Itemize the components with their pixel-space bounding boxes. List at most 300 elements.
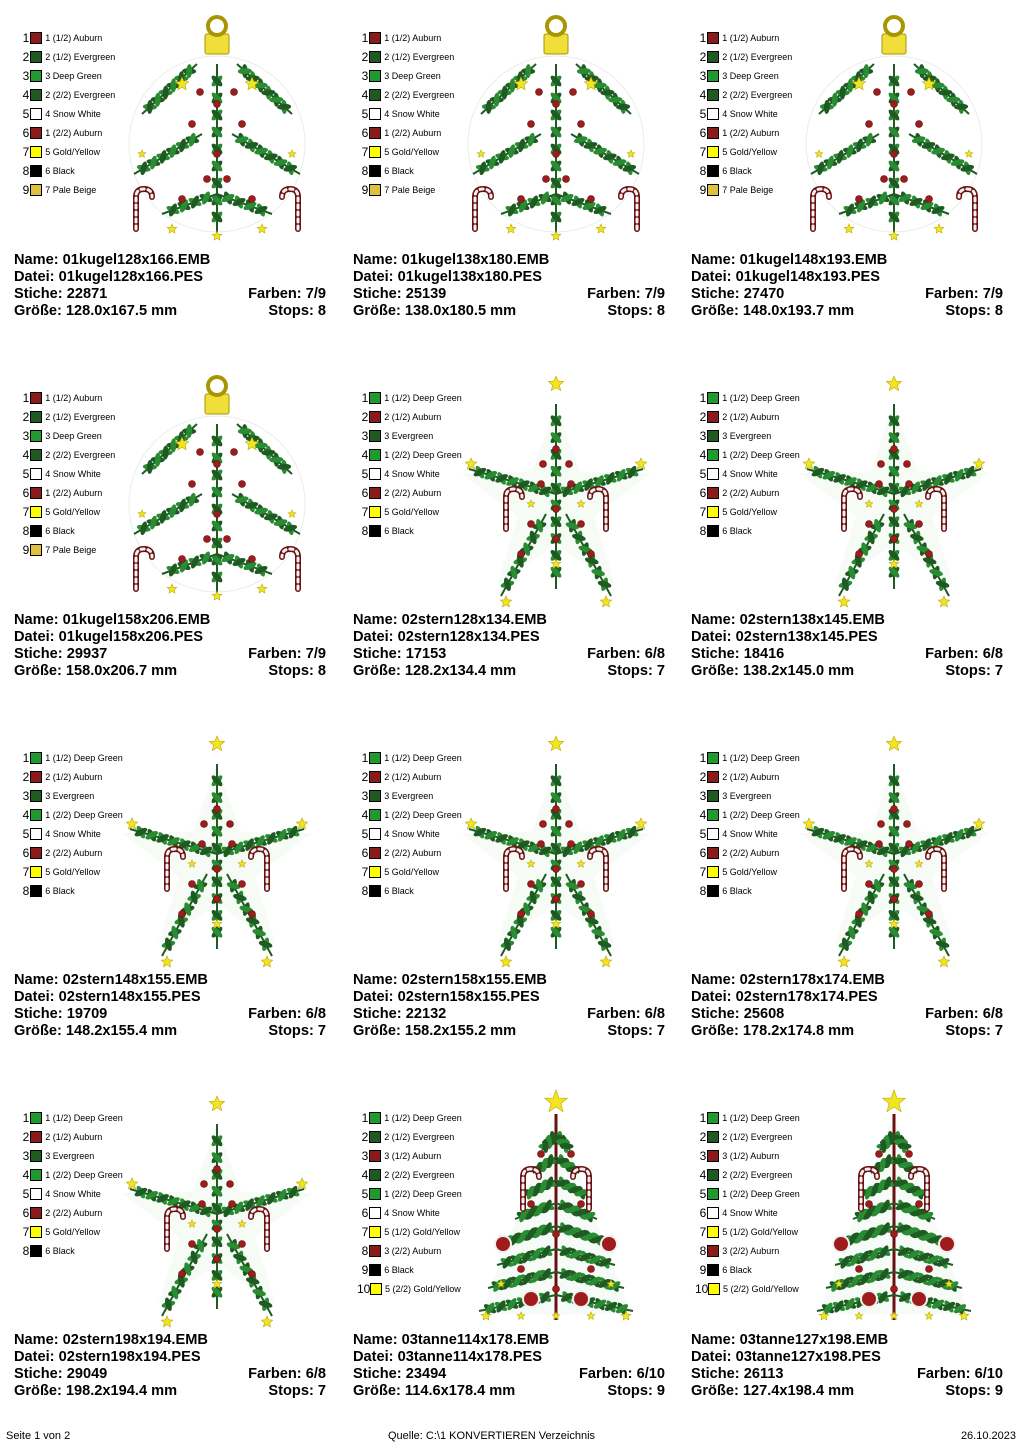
color-number: 6 — [699, 125, 707, 140]
berry — [874, 89, 881, 96]
ornament-ball — [861, 1291, 877, 1307]
color-swatch — [707, 1169, 719, 1181]
gold-star — [296, 818, 307, 829]
colors-count — [248, 286, 326, 303]
color-number: 6 — [699, 845, 707, 860]
berry — [578, 881, 585, 888]
color-row — [18, 521, 124, 540]
color-label: 2 (1/2) Evergreen — [722, 51, 793, 62]
color-swatch — [708, 1283, 720, 1295]
color-number: 2 — [22, 1129, 30, 1144]
design-info — [353, 612, 665, 680]
design-name: 02stern128x134.EMB — [401, 612, 547, 628]
stops-count — [945, 663, 1003, 680]
stops-label: Stops: — [945, 1383, 991, 1399]
color-swatch — [369, 1131, 381, 1143]
stops-label: Stops: — [268, 1023, 314, 1039]
gold-star — [167, 584, 177, 593]
color-number: 6 — [22, 485, 30, 500]
color-swatch — [707, 165, 719, 177]
colors-value: 6/8 — [305, 1366, 326, 1382]
color-swatch — [30, 449, 42, 461]
design-file: 02stern138x145.PES — [735, 629, 878, 645]
gold-star — [635, 458, 646, 469]
berry — [540, 461, 547, 468]
gold-star — [261, 1316, 272, 1327]
color-row — [18, 862, 124, 881]
design-card — [339, 360, 677, 720]
color-swatch — [707, 752, 719, 764]
color-row — [695, 388, 801, 407]
design-name: 01kugel138x180.EMB — [401, 252, 550, 268]
color-swatch — [369, 184, 381, 196]
color-number: 5 — [361, 826, 369, 841]
color-number: 4 — [361, 1167, 369, 1182]
color-row — [695, 1165, 801, 1184]
color-number: 6 — [361, 485, 369, 500]
berry — [553, 446, 560, 453]
color-label: 3 Deep Green — [722, 70, 779, 81]
color-label: 1 (2/2) Auburn — [45, 487, 103, 498]
color-swatch — [707, 771, 719, 783]
color-label: 4 Snow White — [722, 1207, 778, 1218]
design-card — [677, 720, 1015, 1080]
star-motif — [461, 376, 651, 607]
name-line — [14, 1332, 326, 1349]
color-label: 1 (1/2) Deep Green — [45, 1112, 123, 1123]
color-row — [695, 28, 801, 47]
color-swatch — [30, 184, 42, 196]
color-row — [695, 1108, 801, 1127]
color-swatch — [369, 1169, 381, 1181]
tree-motif — [817, 1090, 971, 1320]
berry — [204, 176, 211, 183]
stops-count — [268, 1023, 326, 1040]
color-label: 5 Gold/Yellow — [384, 866, 439, 877]
colors-count — [248, 646, 326, 663]
berry — [214, 866, 221, 873]
color-number: 5 — [699, 106, 707, 121]
size-line — [691, 1023, 1003, 1040]
colors-value: 6/8 — [982, 646, 1003, 662]
berry — [227, 1181, 234, 1188]
file-line — [14, 269, 326, 286]
stops-count — [945, 1383, 1003, 1400]
size-label: Größe: — [14, 1023, 62, 1039]
berry — [878, 461, 885, 468]
color-number: 3 — [699, 68, 707, 83]
stops-count — [268, 1383, 326, 1400]
color-row — [357, 1222, 463, 1241]
berry — [538, 841, 545, 848]
stops-value: 7 — [656, 1023, 665, 1039]
colors-count — [925, 646, 1003, 663]
color-swatch — [707, 1150, 719, 1162]
colors-label: Farben: — [925, 1006, 979, 1022]
file-label: Datei: — [14, 1349, 55, 1365]
color-number: 3 — [699, 788, 707, 803]
color-number: 7 — [361, 504, 369, 519]
color-swatch — [30, 1150, 42, 1162]
stitch-count: 19709 — [66, 1006, 108, 1022]
color-number: 3 — [22, 428, 30, 443]
berry — [224, 536, 231, 543]
berry — [916, 121, 923, 128]
color-list — [18, 28, 124, 199]
design-size: 127.4x198.4 mm — [742, 1383, 855, 1399]
color-swatch — [30, 1188, 42, 1200]
color-row — [695, 1260, 801, 1279]
name-label: Name: — [353, 1332, 398, 1348]
color-number: 1 — [22, 750, 30, 765]
embroidery-preview — [122, 4, 312, 252]
color-row — [695, 104, 801, 123]
color-label: 2 (1/2) Auburn — [45, 771, 103, 782]
color-row — [695, 445, 801, 464]
color-label: 3 Evergreen — [45, 790, 95, 801]
color-label: 4 Snow White — [45, 828, 101, 839]
berry — [214, 461, 221, 468]
stops-value: 7 — [994, 663, 1003, 679]
color-label: 4 Snow White — [45, 468, 101, 479]
color-list — [18, 748, 124, 900]
embroidery-preview — [799, 1084, 989, 1332]
berry — [578, 521, 585, 528]
color-row — [18, 85, 124, 104]
color-label: 1 (1/2) Deep Green — [45, 752, 123, 763]
berry — [856, 1266, 863, 1273]
color-row — [357, 748, 463, 767]
gold-star — [600, 596, 611, 607]
color-row — [357, 483, 463, 502]
gold-star — [635, 818, 646, 829]
bauble-loop — [208, 377, 226, 395]
color-swatch — [30, 32, 42, 44]
stitch-count: 22132 — [405, 1006, 447, 1022]
stitches-line — [691, 646, 1003, 663]
color-swatch — [707, 127, 719, 139]
bauble-motif — [806, 17, 982, 240]
color-label: 6 Black — [722, 525, 752, 536]
color-number: 4 — [361, 87, 369, 102]
size-line — [14, 663, 326, 680]
colors-count — [587, 286, 665, 303]
berry — [239, 481, 246, 488]
color-label: 2 (1/2) Evergreen — [384, 51, 455, 62]
design-card — [677, 0, 1015, 360]
color-swatch — [369, 790, 381, 802]
color-row — [357, 767, 463, 786]
berry — [891, 446, 898, 453]
color-label: 6 Black — [45, 525, 75, 536]
color-number: 8 — [361, 163, 369, 178]
color-swatch — [369, 449, 381, 461]
color-number: 5 — [22, 826, 30, 841]
ornament-ball — [833, 1236, 849, 1252]
color-swatch — [30, 392, 42, 404]
color-number: 2 — [22, 409, 30, 424]
berry — [528, 521, 535, 528]
color-row — [695, 407, 801, 426]
gold-star — [506, 224, 516, 233]
color-row — [695, 805, 801, 824]
stops-label: Stops: — [945, 663, 991, 679]
color-row — [357, 1241, 463, 1260]
color-label: 3 Evergreen — [384, 790, 434, 801]
berry — [866, 1201, 873, 1208]
color-number: 5 — [699, 826, 707, 841]
color-label: 6 Black — [722, 1264, 752, 1275]
berry — [201, 821, 208, 828]
size-label: Größe: — [691, 303, 739, 319]
stitch-count: 23494 — [405, 1366, 447, 1382]
color-row — [695, 748, 801, 767]
color-row — [695, 1146, 801, 1165]
name-line — [353, 612, 665, 629]
color-row — [18, 28, 124, 47]
color-label: 1 (2/2) Deep Green — [384, 1188, 462, 1199]
color-row — [695, 161, 801, 180]
color-label: 2 (2/2) Auburn — [45, 1207, 103, 1218]
gold-star — [465, 458, 476, 469]
berry — [904, 821, 911, 828]
color-number: 5 — [361, 466, 369, 481]
color-label: 5 Gold/Yellow — [45, 866, 100, 877]
file-label: Datei: — [691, 1349, 732, 1365]
name-line — [353, 252, 665, 269]
design-size: 138.0x180.5 mm — [404, 303, 517, 319]
berry — [916, 521, 923, 528]
color-row — [695, 767, 801, 786]
gold-star — [596, 224, 606, 233]
color-swatch — [707, 1112, 719, 1124]
file-label: Datei: — [14, 989, 55, 1005]
color-number: 2 — [699, 409, 707, 424]
color-number: 8 — [699, 523, 707, 538]
color-number: 1 — [22, 390, 30, 405]
design-size: 114.6x178.4 mm — [404, 1383, 516, 1399]
color-number: 4 — [699, 1167, 707, 1182]
color-label: 2 (2/2) Auburn — [722, 487, 780, 498]
color-label: 5 Gold/Yellow — [45, 506, 100, 517]
color-row — [357, 881, 463, 900]
stops-count — [607, 663, 665, 680]
color-row — [18, 123, 124, 142]
colors-label: Farben: — [587, 286, 641, 302]
color-row — [357, 388, 463, 407]
color-row — [695, 1127, 801, 1146]
berry — [891, 896, 898, 903]
color-label: 2 (2/2) Auburn — [384, 487, 442, 498]
color-number: 6 — [361, 1205, 369, 1220]
stitches-label: Stiche: — [14, 1366, 63, 1382]
tree-motif — [479, 1090, 633, 1320]
color-number: 8 — [699, 883, 707, 898]
color-row — [18, 483, 124, 502]
design-info — [14, 1332, 326, 1400]
color-row — [18, 1165, 124, 1184]
color-swatch — [707, 1226, 719, 1238]
color-number: 9 — [361, 1262, 369, 1277]
color-row — [695, 426, 801, 445]
name-line — [14, 972, 326, 989]
name-label: Name: — [353, 252, 398, 268]
color-label: 4 Snow White — [384, 108, 440, 119]
candy-cane — [621, 189, 637, 229]
color-swatch — [30, 89, 42, 101]
color-number: 7 — [361, 1224, 369, 1239]
colors-label: Farben: — [579, 1366, 633, 1382]
color-label: 2 (1/2) Evergreen — [384, 1131, 455, 1142]
color-row — [18, 502, 124, 521]
color-row — [18, 388, 124, 407]
color-number: 6 — [22, 1205, 30, 1220]
color-number: 4 — [361, 447, 369, 462]
color-number: 1 — [361, 390, 369, 405]
stops-label: Stops: — [607, 663, 653, 679]
color-swatch — [369, 847, 381, 859]
color-number: 3 — [22, 1148, 30, 1163]
file-line — [14, 1349, 326, 1366]
color-swatch — [30, 165, 42, 177]
embroidery-preview — [122, 724, 312, 972]
gold-star — [209, 1096, 224, 1111]
berry — [518, 911, 525, 918]
stops-label: Stops: — [607, 303, 653, 319]
size-line — [14, 1383, 326, 1400]
stitch-count: 29937 — [66, 646, 108, 662]
color-swatch — [707, 1188, 719, 1200]
berry — [249, 911, 256, 918]
design-name: 03tanne114x178.EMB — [401, 1332, 550, 1348]
color-number: 8 — [361, 1243, 369, 1258]
candy-cane — [136, 189, 152, 229]
color-number: 4 — [22, 87, 30, 102]
colors-value: 7/9 — [305, 646, 326, 662]
design-card — [0, 360, 338, 720]
color-swatch — [30, 51, 42, 63]
embroidery-preview — [461, 4, 651, 252]
color-swatch — [707, 108, 719, 120]
color-swatch — [30, 468, 42, 480]
color-number: 6 — [699, 485, 707, 500]
design-file: 03tanne114x178.PES — [397, 1349, 543, 1365]
design-file: 01kugel158x206.PES — [58, 629, 204, 645]
color-swatch — [369, 1264, 381, 1276]
berry — [878, 821, 885, 828]
color-swatch — [369, 828, 381, 840]
color-label: 6 Black — [384, 1264, 414, 1275]
stitch-count: 18416 — [743, 646, 785, 662]
stitch-count: 29049 — [66, 1366, 108, 1382]
bauble-motif — [129, 17, 305, 240]
color-row — [18, 47, 124, 66]
berry — [538, 481, 545, 488]
color-label: 1 (2/2) Deep Green — [722, 809, 800, 820]
color-swatch — [369, 1245, 381, 1257]
color-label: 1 (2/2) Deep Green — [45, 1169, 123, 1180]
berry — [553, 101, 560, 108]
color-row — [357, 85, 463, 104]
colors-label: Farben: — [248, 1366, 302, 1382]
color-row — [18, 748, 124, 767]
stitch-count: 27470 — [743, 286, 785, 302]
name-label: Name: — [14, 612, 59, 628]
berry — [249, 556, 256, 563]
color-swatch — [369, 468, 381, 480]
color-number: 2 — [699, 1129, 707, 1144]
colors-label: Farben: — [925, 646, 979, 662]
color-swatch — [30, 809, 42, 821]
color-number: 1 — [361, 750, 369, 765]
color-label: 1 (2/2) Deep Green — [384, 809, 462, 820]
color-label: 7 Pale Beige — [384, 184, 436, 195]
color-swatch — [369, 127, 381, 139]
berry — [199, 841, 206, 848]
color-row — [695, 1203, 801, 1222]
berry — [891, 506, 898, 513]
color-list — [695, 388, 801, 540]
color-label: 5 (2/2) Gold/Yellow — [385, 1283, 461, 1294]
color-label: 5 Gold/Yellow — [45, 146, 100, 157]
color-swatch — [369, 146, 381, 158]
gold-star — [803, 458, 814, 469]
color-row — [357, 521, 463, 540]
color-number: 1 — [22, 1110, 30, 1125]
berry — [866, 881, 873, 888]
size-label: Größe: — [353, 303, 401, 319]
stitches-label: Stiche: — [691, 286, 740, 302]
color-number: 10 — [695, 1281, 709, 1296]
name-line — [691, 972, 1003, 989]
berry — [518, 551, 525, 558]
color-label: 5 Gold/Yellow — [722, 506, 777, 517]
design-name: 02stern148x155.EMB — [62, 972, 208, 988]
color-swatch — [370, 1283, 382, 1295]
color-swatch — [369, 392, 381, 404]
color-number: 4 — [699, 447, 707, 462]
gold-star — [838, 596, 849, 607]
color-swatch — [369, 1150, 381, 1162]
color-swatch — [369, 506, 381, 518]
color-swatch — [369, 487, 381, 499]
color-swatch — [30, 70, 42, 82]
color-list — [18, 388, 124, 559]
size-label: Größe: — [353, 1023, 401, 1039]
color-row — [357, 824, 463, 843]
color-swatch — [30, 108, 42, 120]
berry — [876, 841, 883, 848]
color-swatch — [30, 847, 42, 859]
color-swatch — [707, 32, 719, 44]
color-number: 7 — [699, 1224, 707, 1239]
stops-value: 8 — [656, 303, 665, 319]
stitch-count: 26113 — [743, 1366, 784, 1382]
color-label: 1 (1/2) Deep Green — [384, 392, 462, 403]
color-number: 7 — [699, 864, 707, 879]
colors-count — [917, 1366, 1003, 1383]
berry — [588, 911, 595, 918]
design-file: 02stern148x155.PES — [58, 989, 201, 1005]
color-row — [18, 104, 124, 123]
color-row — [357, 786, 463, 805]
color-row — [357, 161, 463, 180]
color-number: 6 — [22, 845, 30, 860]
color-row — [18, 180, 124, 199]
color-label: 1 (2/2) Auburn — [45, 127, 103, 138]
color-number: 7 — [361, 864, 369, 879]
color-row — [357, 66, 463, 85]
